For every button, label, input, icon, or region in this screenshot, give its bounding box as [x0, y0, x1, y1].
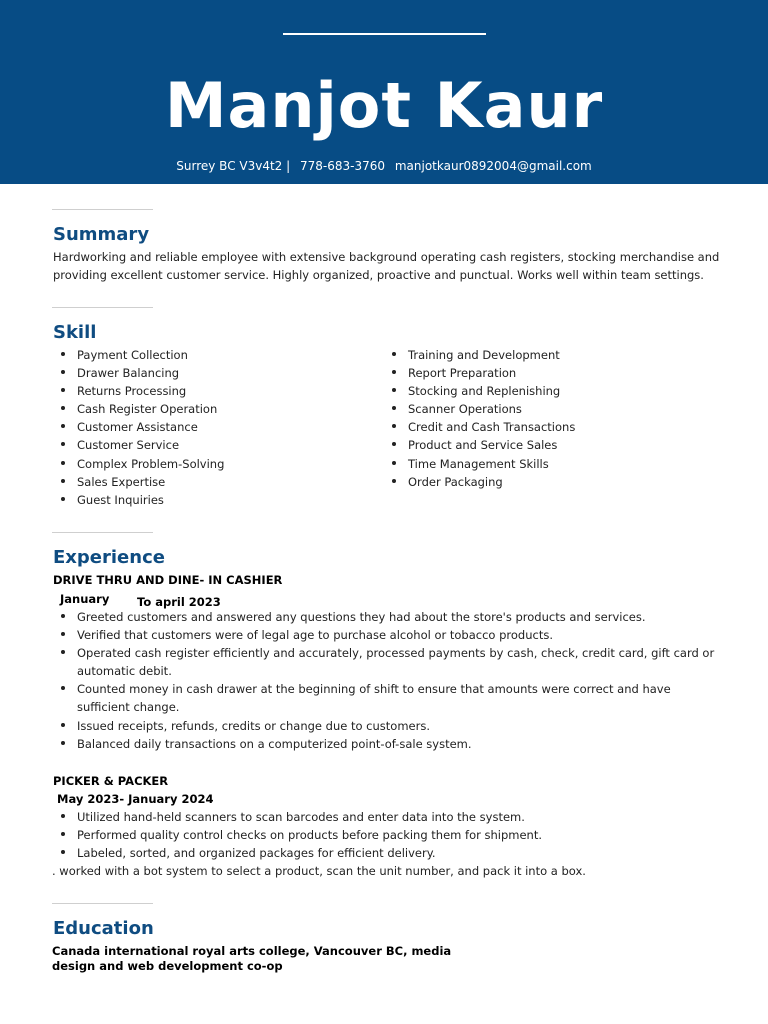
section-divider	[52, 209, 153, 210]
skill-item: Sales Expertise	[53, 473, 373, 491]
job-note: . worked with a bot system to select a product, scan the unit number, and pack it into a box.	[52, 864, 586, 878]
contact-email: manjotkaur0892004@gmail.com	[394, 159, 592, 173]
skill-item: Complex Problem-Solving	[53, 455, 373, 473]
section-divider	[52, 307, 153, 308]
job-duty: Performed quality control checks on products before packing them for shipment.	[53, 826, 723, 844]
job-duty: Utilized hand-held scanners to scan barcodes and enter data into the system.	[53, 808, 723, 826]
education-heading: Education	[53, 918, 154, 939]
education-entry: Canada international royal arts college, Vancouver BC, media design and web development co-op	[52, 944, 452, 973]
contact-location: Surrey BC V3v4t2 |	[176, 159, 291, 173]
job-duties-list	[53, 808, 723, 862]
skill-item: Training and Development	[384, 346, 714, 364]
resume-header	[0, 0, 768, 184]
job-date-start: January	[60, 592, 110, 606]
job-duty: Issued receipts, refunds, credits or change due to customers.	[53, 717, 723, 735]
summary-text: Hardworking and reliable employee with extensive background operating cash registers, stocking merchandise and providing excellent customer service. Highly organized, proactive and punctual. Works well within team settings.	[53, 250, 720, 282]
skill-item: Returns Processing	[53, 382, 373, 400]
header-divider	[283, 33, 486, 35]
experience-heading: Experience	[53, 547, 165, 568]
candidate-name: Manjot Kaur	[164, 69, 604, 142]
job-duty: Greeted customers and answered any questions they had about the store's products and services.	[53, 608, 723, 626]
job-duty: Operated cash register efficiently and accurately, processed payments by cash, check, credit card, gift card or automatic debit.	[53, 644, 723, 680]
skill-item: Credit and Cash Transactions	[384, 418, 714, 436]
skill-item: Cash Register Operation	[53, 400, 373, 418]
skill-item: Guest Inquiries	[53, 491, 373, 509]
job-duty: Balanced daily transactions on a computerized point-of-sale system.	[53, 735, 723, 753]
job-title: DRIVE THRU AND DINE- IN CASHIER	[53, 573, 283, 587]
job-date-end: To april 2023	[137, 595, 221, 609]
skills-right-list	[384, 346, 714, 491]
section-divider	[52, 903, 153, 904]
contact-line	[0, 158, 768, 174]
skill-heading: Skill	[53, 322, 97, 343]
summary-heading: Summary	[53, 224, 150, 245]
skills-left-list	[53, 346, 373, 509]
job-title: PICKER & PACKER	[53, 774, 169, 788]
skill-item: Product and Service Sales	[384, 436, 714, 454]
job-duty: Counted money in cash drawer at the beginning of shift to ensure that amounts were correct and have sufficient change.	[53, 680, 723, 716]
skill-item: Time Management Skills	[384, 455, 714, 473]
job-duty: Verified that customers were of legal age to purchase alcohol or tobacco products.	[53, 626, 723, 644]
skill-item: Payment Collection	[53, 346, 373, 364]
skill-item: Report Preparation	[384, 364, 714, 382]
job-duty: Labeled, sorted, and organized packages for efficient delivery.	[53, 844, 723, 862]
job-duties-list	[53, 608, 723, 753]
skill-item: Stocking and Replenishing	[384, 382, 714, 400]
skill-item: Customer Assistance	[53, 418, 373, 436]
skill-item: Scanner Operations	[384, 400, 714, 418]
skill-item: Drawer Balancing	[53, 364, 373, 382]
contact-phone: 778-683-3760	[300, 159, 386, 173]
skill-item: Customer Service	[53, 436, 373, 454]
job-date: May 2023- January 2024	[57, 792, 214, 806]
skill-item: Order Packaging	[384, 473, 714, 491]
section-divider	[52, 532, 153, 533]
